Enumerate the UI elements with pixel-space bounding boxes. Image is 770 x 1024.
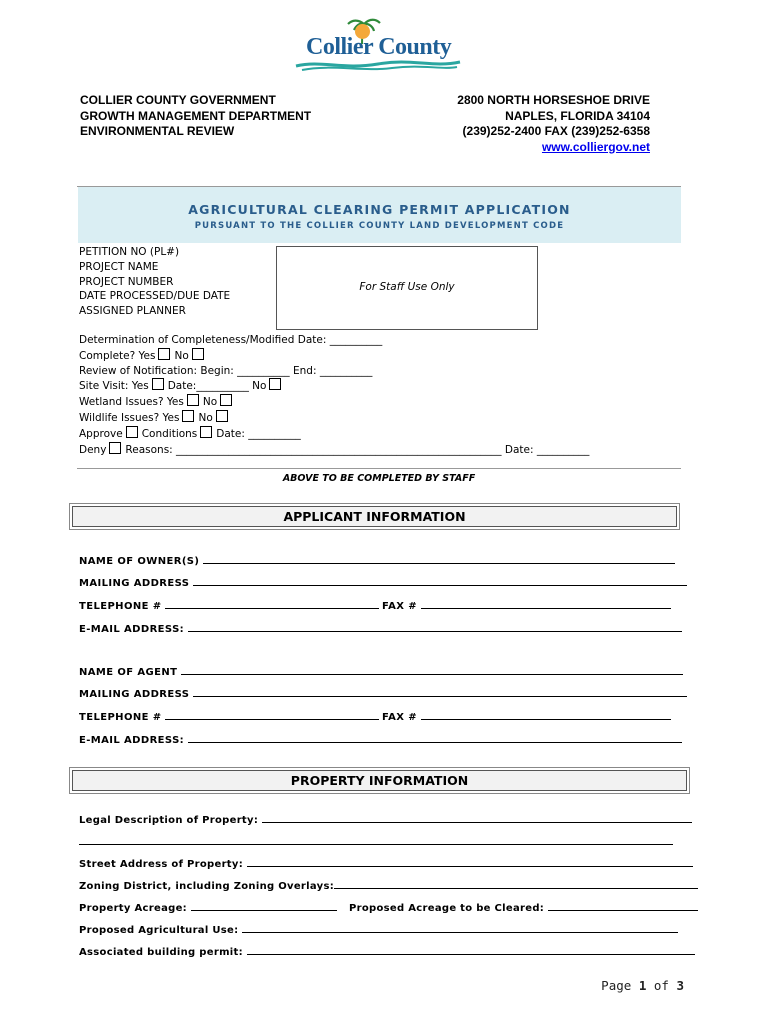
street-address-line[interactable] bbox=[247, 857, 693, 867]
owner-telephone-line[interactable] bbox=[165, 599, 379, 609]
collier-county-logo bbox=[292, 18, 464, 76]
wildlife-line: Wildlife Issues? Yes No bbox=[79, 410, 589, 426]
staff-fields bbox=[79, 245, 230, 319]
property-acreage-line[interactable] bbox=[191, 901, 337, 911]
building-permit-field[interactable]: Associated building permit: bbox=[79, 945, 695, 958]
owner-line[interactable] bbox=[203, 554, 675, 564]
page-indicator: Page 1 of 3 bbox=[601, 978, 684, 993]
deny-line: Deny Reasons: ______________________________________________________________ Date: __________ bbox=[79, 443, 590, 456]
form-title: AGRICULTURAL CLEARING PERMIT APPLICATION bbox=[188, 202, 571, 217]
agency-line: GROWTH MANAGEMENT DEPARTMENT bbox=[80, 108, 312, 123]
address-block bbox=[457, 93, 650, 155]
agent-field[interactable]: NAME OF AGENT bbox=[79, 665, 683, 678]
staff-field-label: DATE PROCESSED/DUE DATE bbox=[79, 290, 231, 303]
property-heading-bar bbox=[72, 770, 687, 791]
staff-field-label: PROJECT NAME bbox=[79, 260, 159, 273]
website-link[interactable]: www.colliergov.net bbox=[541, 139, 650, 154]
cleared-acreage-line[interactable] bbox=[548, 901, 698, 911]
staff-use-text: For Staff Use Only bbox=[359, 281, 455, 293]
owner-fax-line[interactable] bbox=[421, 599, 671, 609]
agency-block bbox=[80, 93, 311, 140]
agricultural-use-line[interactable] bbox=[242, 923, 678, 933]
wetland-line: Wetland Issues? Yes No bbox=[79, 394, 589, 410]
owner-email-field[interactable]: E-MAIL ADDRESS: bbox=[79, 622, 682, 635]
legal-description-field[interactable]: Legal Description of Property: bbox=[79, 813, 692, 826]
approve-line: Approve Conditions Date: __________ bbox=[79, 427, 301, 440]
site-visit-line: Site Visit: Yes Date:__________ No bbox=[79, 378, 589, 394]
owner-telephone-field[interactable]: TELEPHONE # bbox=[79, 599, 379, 612]
staff-field-label: PROJECT NUMBER bbox=[79, 275, 174, 288]
owner-mailing-line[interactable] bbox=[193, 576, 687, 586]
wetland-no-checkbox[interactable] bbox=[220, 394, 232, 406]
applicant-heading: APPLICANT INFORMATION bbox=[283, 509, 466, 524]
approve-checkbox[interactable] bbox=[126, 426, 138, 438]
agent-email-line[interactable] bbox=[188, 733, 682, 743]
logo-text: Collier County bbox=[306, 34, 452, 60]
owner-mailing-field[interactable]: MAILING ADDRESS bbox=[79, 576, 687, 589]
agent-mailing-line[interactable] bbox=[193, 687, 687, 697]
address-line: NAPLES, FLORIDA 34104 bbox=[505, 108, 650, 123]
owner-fax-field[interactable]: FAX # bbox=[382, 599, 671, 612]
agency-line: COLLIER COUNTY GOVERNMENT bbox=[80, 93, 276, 107]
wave-icon bbox=[292, 58, 464, 72]
complete-no-checkbox[interactable] bbox=[192, 348, 204, 360]
building-permit-line[interactable] bbox=[247, 945, 695, 955]
wildlife-yes-checkbox[interactable] bbox=[182, 410, 194, 422]
zoning-field[interactable]: Zoning District, including Zoning Overlays: bbox=[79, 879, 698, 892]
street-address-field[interactable]: Street Address of Property: bbox=[79, 857, 693, 870]
total-pages: 3 bbox=[676, 978, 684, 993]
completed-by-staff-note: ABOVE TO BE COMPLETED BY STAFF bbox=[282, 473, 476, 484]
cleared-acreage-field[interactable]: Proposed Acreage to be Cleared: bbox=[349, 901, 698, 914]
staff-field-label: PETITION NO (PL#) bbox=[79, 246, 180, 258]
agent-fax-field[interactable]: FAX # bbox=[382, 710, 671, 723]
wetland-yes-checkbox[interactable] bbox=[187, 394, 199, 406]
staff-field-label: ASSIGNED PLANNER bbox=[79, 305, 186, 318]
address-line: (239)252-2400 FAX (239)252-6358 bbox=[462, 124, 650, 138]
conditions-checkbox[interactable] bbox=[200, 426, 212, 438]
property-acreage-field[interactable]: Property Acreage: bbox=[79, 901, 337, 914]
applicant-heading-bar bbox=[72, 506, 677, 527]
current-page: 1 bbox=[638, 978, 647, 993]
agent-mailing-field[interactable]: MAILING ADDRESS bbox=[79, 687, 687, 700]
complete-line: Complete? Yes No bbox=[79, 348, 589, 364]
site-visit-yes-checkbox[interactable] bbox=[152, 378, 164, 390]
form-subtitle: PURSUANT TO THE COLLIER COUNTY LAND DEVELOPMENT CODE bbox=[194, 221, 565, 231]
owner-field[interactable]: NAME OF OWNER(S) bbox=[79, 554, 675, 567]
agent-telephone-line[interactable] bbox=[165, 710, 379, 720]
agent-email-field[interactable]: E-MAIL ADDRESS: bbox=[79, 733, 682, 746]
owner-email-line[interactable] bbox=[188, 622, 682, 632]
review-notification-line: Review of Notification: Begin: __________ End: __________ bbox=[79, 364, 373, 377]
property-heading: PROPERTY INFORMATION bbox=[290, 773, 469, 788]
legal-description-line[interactable] bbox=[262, 813, 692, 823]
agency-line: ENVIRONMENTAL REVIEW bbox=[80, 124, 235, 138]
wildlife-no-checkbox[interactable] bbox=[216, 410, 228, 422]
agent-telephone-field[interactable]: TELEPHONE # bbox=[79, 710, 379, 723]
zoning-line[interactable] bbox=[334, 879, 698, 889]
agent-line[interactable] bbox=[181, 665, 683, 675]
staff-checklist bbox=[79, 333, 589, 457]
agent-fax-line[interactable] bbox=[421, 710, 671, 720]
legal-description-line-2[interactable] bbox=[79, 844, 673, 845]
agricultural-use-field[interactable]: Proposed Agricultural Use: bbox=[79, 923, 678, 936]
address-line: 2800 NORTH HORSESHOE DRIVE bbox=[457, 93, 650, 107]
completeness-line: Determination of Completeness/Modified Date: __________ bbox=[79, 334, 383, 346]
complete-yes-checkbox[interactable] bbox=[158, 348, 170, 360]
deny-checkbox[interactable] bbox=[109, 442, 121, 454]
staff-use-box bbox=[276, 246, 538, 330]
site-visit-no-checkbox[interactable] bbox=[269, 378, 281, 390]
